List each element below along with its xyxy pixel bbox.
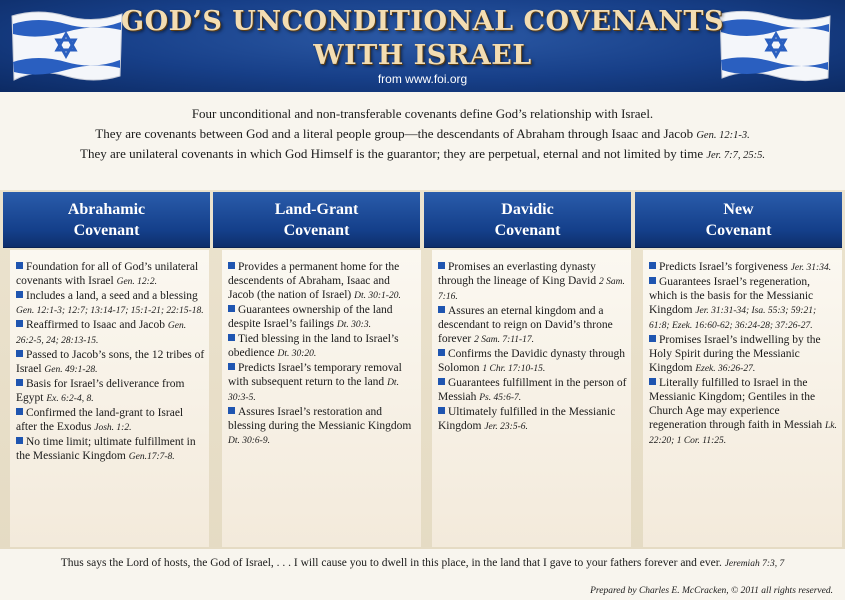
item-text: Guarantees Israel’s regeneration, which is the basis for the Messianic Kingdom [649,276,814,316]
column-title-line1: Abrahamic [67,201,146,218]
square-bullet-icon [649,277,656,284]
covenant-item [16,260,205,289]
intro-panel [0,92,845,190]
covenant-item [438,347,627,376]
item-text: Guarantees ownership of the land despite Israel’s failings [228,304,393,330]
square-bullet-icon [16,379,23,386]
item-text: Includes a land, a seed and a blessing [26,290,198,302]
column-title-line2: Covenant [283,222,350,239]
item-text: Guarantees fulfillment in the person of Messiah [438,377,627,403]
source-website: from www.foi.org [377,72,468,86]
square-bullet-icon [16,408,23,415]
item-ref: Ex. 6:2-4, 8. [46,394,94,404]
square-bullet-icon [228,262,235,269]
item-ref: Gen. 49:1-28. [44,365,98,375]
item-text: Confirmed the land-grant to Israel after the Exodus [16,407,184,433]
item-ref: Gen.17:7-8. [128,452,175,462]
covenant-item [16,318,205,348]
item-text: Assures Israel’s restoration and blessing during the Messianic Kingdom [228,406,412,432]
item-text: Tied blessing in the land to Israel’s obedience [228,333,399,359]
item-text: No time limit; ultimate fulfillment in the Messianic Kingdom [16,436,196,462]
square-bullet-icon [16,291,23,298]
column-header-davidic [424,192,631,248]
square-bullet-icon [438,349,445,356]
item-ref: Gen. 12:1-3; 12:7; 13:14-17; 15:1-21; 22:15-18. [16,306,204,316]
item-text: Literally fulfilled to Israel in the Messianic Kingdom; Gentiles in the Church Age may experience regeneration through faith in Messiah [649,377,823,431]
page-title-line2: WITH ISRAEL [313,40,532,71]
covenant-item [228,361,417,405]
column-header-new [635,192,842,248]
square-bullet-icon [228,407,235,414]
column-header-land-grant [213,192,420,248]
item-text: Confirms the Davidic dynasty through Solomon [438,348,625,374]
square-bullet-icon [228,305,235,312]
intro-line-3 [0,146,845,162]
covenant-item [438,405,627,434]
intro-line-2 [0,126,845,142]
intro-line-3-text: They are unilateral covenants in which God Himself is the guarantor; they are perpetual, eternal and not limited by time [80,146,704,161]
square-bullet-icon [649,378,656,385]
square-bullet-icon [649,262,656,269]
item-ref: Gen. 12:2. [116,277,157,287]
item-ref: Dt. 30:3-5. [228,378,399,403]
item-text: Foundation for all of God’s unilateral covenants with Israel [16,261,199,287]
intro-line-2-ref: Gen. 12:1-3. [696,130,750,141]
column-title-line2: Covenant [494,222,561,239]
square-bullet-icon [16,262,23,269]
square-bullet-icon [438,306,445,313]
item-ref: Jer. 23:5-6. [484,422,528,432]
covenant-item [649,275,838,333]
item-ref: Dt. 30:6-9. [228,436,270,446]
column-body-abrahamic [10,250,209,547]
item-ref: 1 Chr. 17:10-15. [482,364,546,374]
column-title-line2: Covenant [73,222,140,239]
item-text: Passed to Jacob’s sons, the 12 tribes of Israel [16,349,205,375]
covenant-item [228,332,417,361]
column-title-line1: Davidic [501,201,554,218]
item-ref: Dt. 30:20. [277,349,317,359]
item-text: Promises an everlasting dynasty through the lineage of King David [438,261,597,287]
footer-panel [0,549,845,600]
column-title-line1: New [723,201,754,218]
square-bullet-icon [228,334,235,341]
column-title-line2: Covenant [705,222,772,239]
item-text: Predicts Israel’s forgiveness [659,261,788,273]
item-ref: Jer. 31:31-34; Isa. 55:3; 59:21; 61:8; Ezek. 16:60-62; 36:24-28; 37:26-27. [649,306,817,331]
page-title-line1: GOD’S UNCONDITIONAL COVENANTS [121,6,724,37]
covenant-item [228,405,417,448]
item-text: Predicts Israel’s temporary removal with subsequent return to the land [228,362,402,388]
item-text: Basis for Israel’s deliverance from Egypt [16,378,185,404]
intro-line-1: Four unconditional and non-transferable covenants define God’s relationship with Israel. [191,106,654,121]
item-ref: Ps. 45:6-7. [479,393,522,403]
quote-text: Thus says the Lord of hosts, the God of Israel, . . . I will cause you to dwell in this place, in the land that I gave to your fathers forever and ever. [60,557,722,569]
intro-line-3-ref: Jer. 7:7, 25:5. [706,150,765,161]
covenant-item [16,289,205,318]
column-body-new [643,250,842,547]
covenant-item [228,303,417,332]
column-title-line1: Land-Grant [274,201,359,218]
item-text: Promises Israel’s indwelling by the Holy Spirit during the Messianic Kingdom [649,334,821,374]
item-text: Ultimately fulfilled in the Messianic Kingdom [438,406,616,432]
item-ref: Ezek. 36:26-27. [695,364,756,374]
column-header-abrahamic [3,192,210,248]
covenant-item [16,435,205,464]
column-body-land-grant [222,250,421,547]
square-bullet-icon [438,378,445,385]
title-banner [0,0,845,92]
square-bullet-icon [16,437,23,444]
item-ref: Josh. 1:2. [94,423,132,433]
covenant-item [16,377,205,406]
square-bullet-icon [16,350,23,357]
item-ref: Jer. 31:34. [790,263,832,273]
covenant-item [16,348,205,377]
column-body-davidic [432,250,631,547]
covenant-item [438,260,627,304]
covenant-item [649,376,838,448]
covenant-item [438,376,627,405]
item-ref: Lk. 22:20; 1 Cor. 11:25. [649,421,837,446]
item-text: Assures an eternal kingdom and a descendant to reign on David’s throne forever [438,305,613,345]
item-ref: 2 Sam. 7:11-17. [474,335,535,345]
quote-ref: Jeremiah 7:3, 7 [724,559,785,569]
covenant-item [438,304,627,347]
item-ref: Dt. 30:3. [336,320,371,330]
item-text: Provides a permanent home for the descendents of Abraham, Isaac and Jacob (the nation of Israel) [228,261,400,301]
square-bullet-icon [438,407,445,414]
item-ref: 2 Sam. 7:16. [438,277,625,302]
scripture-quote [0,557,845,569]
square-bullet-icon [649,335,656,342]
square-bullet-icon [228,363,235,370]
item-ref: Dt. 30:1-20. [354,291,401,301]
intro-line-2-text: They are covenants between God and a literal people group—the descendants of Abraham through Isaac and Jacob [95,126,694,141]
credit-line: Prepared by Charles E. McCracken, © 2011 all rights reserved. [590,586,833,596]
covenant-item [649,333,838,376]
covenant-item [228,260,417,303]
item-text: Reaffirmed to Isaac and Jacob [26,319,166,331]
covenant-item [16,406,205,435]
item-ref: Gen. 26:2-5, 24; 28:13-15. [16,321,187,346]
square-bullet-icon [438,262,445,269]
square-bullet-icon [16,320,23,327]
covenant-item [649,260,838,275]
